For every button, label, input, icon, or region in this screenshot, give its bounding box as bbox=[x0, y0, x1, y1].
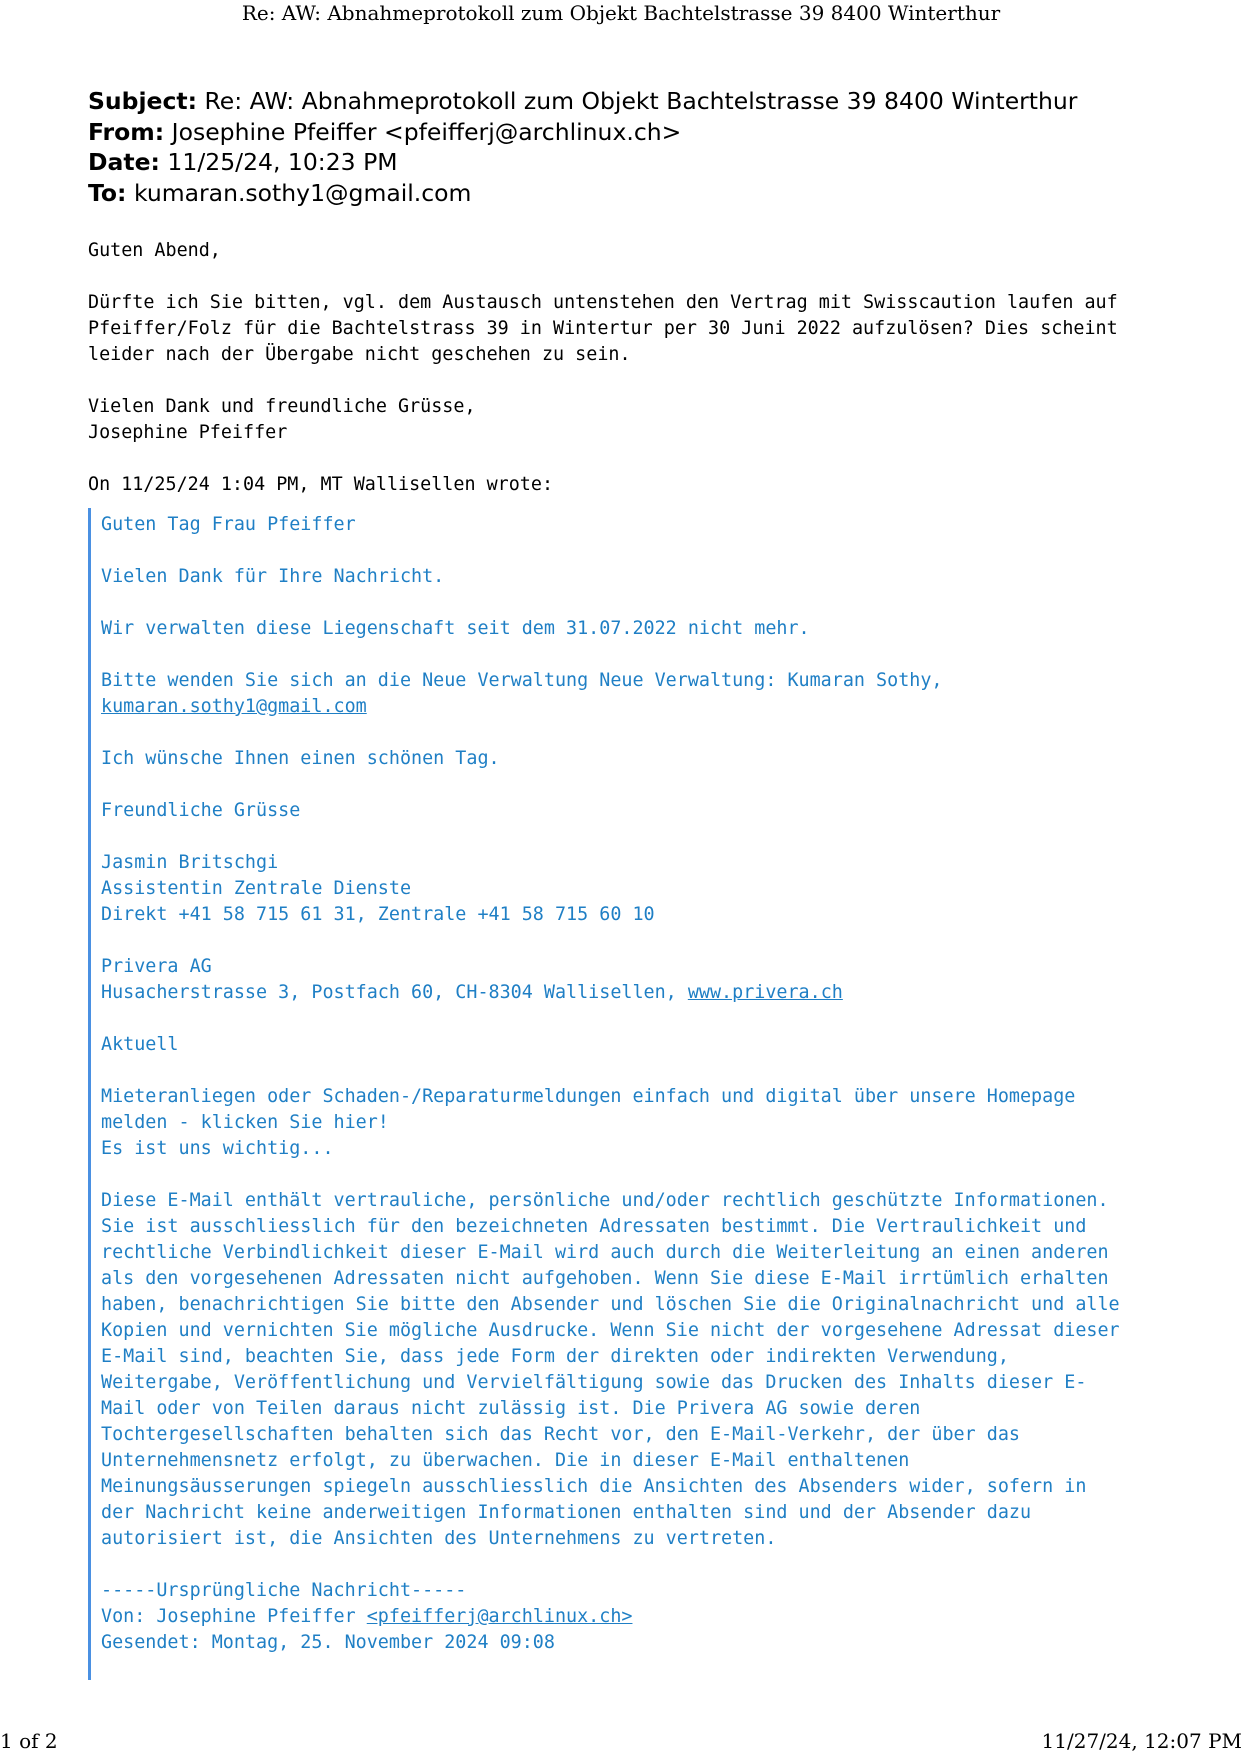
subject-value: Re: AW: Abnahmeprotokoll zum Objekt Bachtelstrasse 39 8400 Winterthur bbox=[204, 87, 1078, 115]
to-value: kumaran.sothy1@gmail.com bbox=[133, 178, 472, 207]
news-line-2: melden - klicken Sie hier! bbox=[101, 1112, 389, 1133]
company-name: Privera AG bbox=[101, 956, 212, 977]
disclaimer-line: der Nachricht keine anderweitigen Informationen enthalten sind und der Absender dazu bbox=[101, 1502, 1032, 1523]
website-link[interactable]: www.privera.ch bbox=[687, 982, 843, 1003]
disclaimer-line: Weitergabe, Veröffentlichung und Vervielfältigung sowie das Drucken des Inhalts dieser E- bbox=[101, 1372, 1087, 1393]
disclaimer-line: Mail oder von Teilen daraus nicht zulässig ist. Die Privera AG sowie deren bbox=[101, 1398, 921, 1419]
closing: Vielen Dank und freundliche Grüsse, Josephine Pfeiffer bbox=[88, 396, 476, 443]
disclaimer-line: rechtliche Verbindlichkeit dieser E-Mail wird auch durch die Weiterleitung an einen anderen bbox=[101, 1242, 1109, 1263]
email-body bbox=[88, 238, 1228, 498]
quote-regards: Freundliche Grüsse bbox=[101, 800, 301, 821]
page-number: 1 of 2 bbox=[0, 1729, 58, 1753]
referral-email-link[interactable]: kumaran.sothy1@gmail.com bbox=[101, 696, 367, 717]
disclaimer-line: Meinungsäusserungen spiegeln ausschliesslich die Ansichten des Absenders wider, sofern in bbox=[101, 1476, 1087, 1497]
original-from bbox=[101, 1604, 1138, 1630]
date-value: 11/25/24, 10:23 PM bbox=[167, 148, 398, 176]
print-timestamp: 11/27/24, 12:07 PM bbox=[1041, 1729, 1242, 1753]
to-label: To: bbox=[88, 178, 127, 207]
body-paragraph: Dürfte ich Sie bitten, vgl. dem Austausch untenstehen den Vertrag mit Swisscaution laufen auf Pfeiffer/Folz für die Bachtelstrass 39 in Wintertur per 30 Juni 2022 aufzulösen? Dies scheint leider nach der Übergabe nicht geschehen zu sein. bbox=[88, 292, 1118, 365]
original-sent: Gesendet: Montag, 25. November 2024 09:08 bbox=[101, 1632, 555, 1653]
from-label: From: bbox=[88, 117, 165, 146]
quote-intro: On 11/25/24 1:04 PM, MT Wallisellen wrote: bbox=[88, 474, 554, 495]
quoted-message bbox=[88, 508, 1138, 1680]
date-line bbox=[88, 147, 1228, 178]
disclaimer-line: Kopien und vernichten Sie mögliche Ausdrucke. Wenn Sie nicht der vorgesehene Adressat dieser bbox=[101, 1320, 1120, 1341]
original-from-email-link[interactable]: <pfeifferj@archlinux.ch> bbox=[366, 1606, 633, 1627]
company-address bbox=[101, 980, 1138, 1006]
address-text: Husacherstrasse 3, Postfach 60, CH-8304 Wallisellen, bbox=[101, 982, 688, 1003]
disclaimer-line: Sie ist ausschliesslich für den bezeichneten Adressaten bestimmt. Die Vertraulichkeit und bbox=[101, 1216, 1087, 1237]
disclaimer-line: Diese E-Mail enthält vertrauliche, persönliche und/oder rechtlich geschützte Informationen. bbox=[101, 1190, 1109, 1211]
quote-salutation: Guten Tag Frau Pfeiffer bbox=[101, 514, 356, 535]
news-line-1: Mieteranliegen oder Schaden-/Reparaturmeldungen einfach und digital über unsere Homepage bbox=[101, 1086, 1076, 1107]
aktuell-heading: Aktuell bbox=[101, 1034, 179, 1055]
disclaimer-line: E-Mail sind, beachten Sie, dass jede Form der direkten oder indirekten Verwendung, bbox=[101, 1346, 1009, 1367]
print-header-title: Re: AW: Abnahmeprotokoll zum Objekt Bachtelstrasse 39 8400 Winterthur bbox=[241, 1, 1001, 25]
disclaimer-line: Tochtergesellschaften behalten sich das Recht vor, den E-Mail-Verkehr, der über das bbox=[101, 1424, 1020, 1445]
date-label: Date: bbox=[88, 148, 160, 176]
original-message-marker: -----Ursprüngliche Nachricht----- bbox=[101, 1580, 467, 1601]
quote-referral: Bitte wenden Sie sich an die Neue Verwaltung Neue Verwaltung: Kumaran Sothy, bbox=[101, 670, 943, 691]
disclaimer-line: autorisiert ist, die Ansichten des Unternehmens zu vertreten. bbox=[101, 1528, 777, 1549]
email-headers bbox=[88, 86, 1228, 208]
disclaimer bbox=[101, 1188, 1138, 1552]
to-line bbox=[88, 178, 1228, 209]
subject-line bbox=[88, 86, 1228, 117]
disclaimer-line: haben, benachrichtigen Sie bitte den Absender und löschen Sie die Originalnachricht und alle bbox=[101, 1294, 1120, 1315]
quote-notice: Wir verwalten diese Liegenschaft seit dem 31.07.2022 nicht mehr. bbox=[101, 618, 810, 639]
from-value: Josephine Pfeiffer <pfeifferj@archlinux.ch> bbox=[171, 117, 682, 146]
subject-label: Subject: bbox=[88, 87, 198, 115]
disclaimer-line: Unternehmensnetz erfolgt, zu überwachen. Die in dieser E-Mail enthaltenen bbox=[101, 1450, 910, 1471]
quote-wish: Ich wünsche Ihnen einen schönen Tag. bbox=[101, 748, 500, 769]
quote-thanks: Vielen Dank für Ihre Nachricht. bbox=[101, 566, 445, 587]
greeting: Guten Abend, bbox=[88, 240, 221, 261]
signature-title: Assistentin Zentrale Dienste bbox=[101, 878, 412, 899]
original-from-text: Von: Josephine Pfeiffer bbox=[101, 1606, 367, 1627]
disclaimer-line: als den vorgesehenen Adressaten nicht aufgehoben. Wenn Sie diese E-Mail irrtümlich erhalten bbox=[101, 1268, 1109, 1289]
signature-name: Jasmin Britschgi bbox=[101, 852, 279, 873]
signature-phone: Direkt +41 58 715 61 31, Zentrale +41 58 715 60 10 bbox=[101, 904, 655, 925]
news-line-3: Es ist uns wichtig... bbox=[101, 1138, 334, 1159]
from-line bbox=[88, 117, 1228, 148]
